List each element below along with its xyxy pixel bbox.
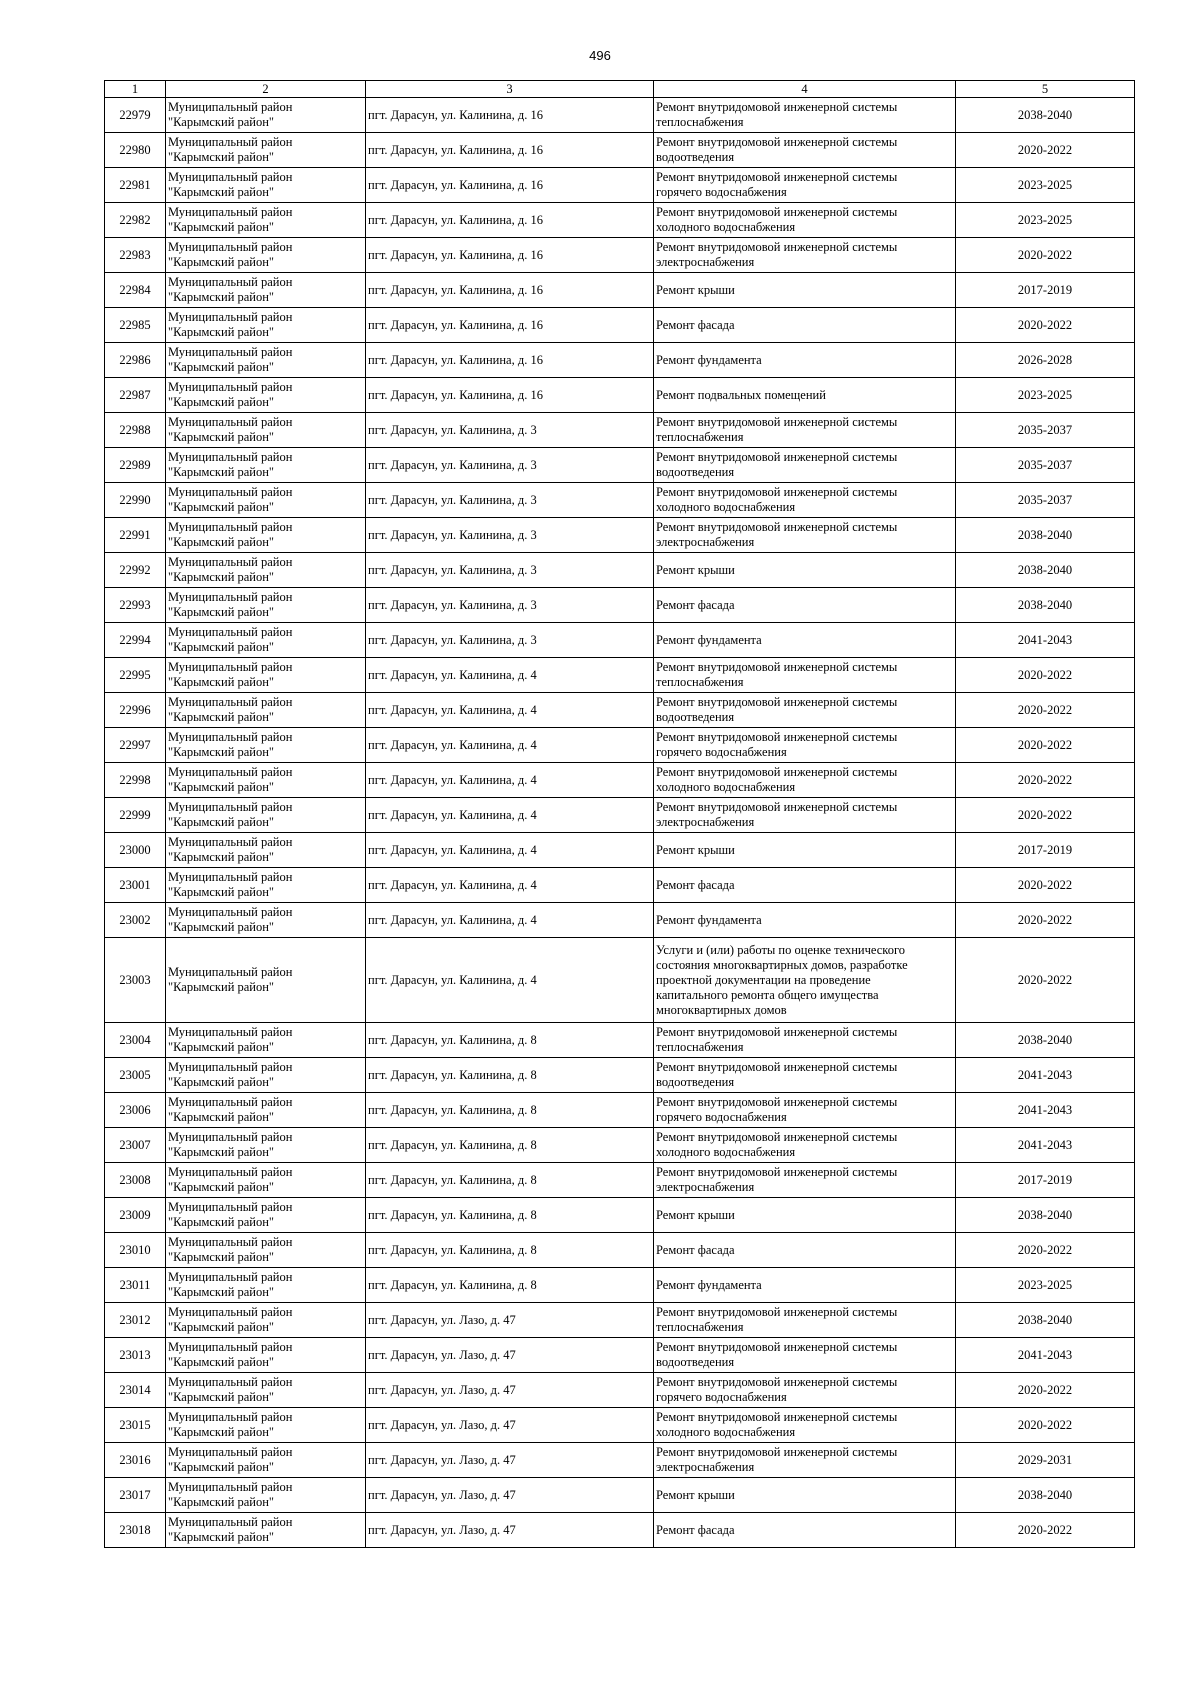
period-cell: 2041-2043	[956, 623, 1135, 658]
table-row	[105, 343, 1135, 378]
row-number: 23008	[105, 1163, 166, 1198]
row-number: 22986	[105, 343, 166, 378]
municipality-cell: Муниципальный район "Карымский район"	[166, 483, 366, 518]
address-cell: пгт. Дарасун, ул. Калинина, д. 16	[366, 238, 654, 273]
address-cell: пгт. Дарасун, ул. Калинина, д. 8	[366, 1128, 654, 1163]
period-cell: 2038-2040	[956, 1198, 1135, 1233]
row-number: 22988	[105, 413, 166, 448]
address-cell: пгт. Дарасун, ул. Калинина, д. 8	[366, 1093, 654, 1128]
municipality-cell: Муниципальный район "Карымский район"	[166, 1338, 366, 1373]
row-number: 23003	[105, 938, 166, 1023]
address-cell: пгт. Дарасун, ул. Калинина, д. 3	[366, 553, 654, 588]
period-cell: 2020-2022	[956, 133, 1135, 168]
municipality-cell: Муниципальный район "Карымский район"	[166, 238, 366, 273]
address-cell: пгт. Дарасун, ул. Калинина, д. 4	[366, 868, 654, 903]
municipality-cell: Муниципальный район "Карымский район"	[166, 588, 366, 623]
period-cell: 2038-2040	[956, 1023, 1135, 1058]
table-row	[105, 1338, 1135, 1373]
municipality-cell: Муниципальный район "Карымский район"	[166, 693, 366, 728]
work-type-cell: Ремонт фасада	[654, 868, 956, 903]
row-number: 23007	[105, 1128, 166, 1163]
table-row	[105, 483, 1135, 518]
table-header-row	[105, 81, 1135, 98]
municipality-cell: Муниципальный район "Карымский район"	[166, 1198, 366, 1233]
address-cell: пгт. Дарасун, ул. Калинина, д. 4	[366, 938, 654, 1023]
work-type-cell: Ремонт фасада	[654, 308, 956, 343]
row-number: 22997	[105, 728, 166, 763]
row-number: 23012	[105, 1303, 166, 1338]
municipality-cell: Муниципальный район "Карымский район"	[166, 553, 366, 588]
period-cell: 2020-2022	[956, 308, 1135, 343]
work-type-cell: Ремонт фасада	[654, 588, 956, 623]
work-type-cell: Ремонт крыши	[654, 273, 956, 308]
period-cell: 2035-2037	[956, 413, 1135, 448]
period-cell: 2023-2025	[956, 378, 1135, 413]
period-cell: 2020-2022	[956, 1373, 1135, 1408]
table-row	[105, 798, 1135, 833]
row-number: 23000	[105, 833, 166, 868]
work-type-cell: Ремонт фундамента	[654, 623, 956, 658]
work-type-cell: Ремонт подвальных помещений	[654, 378, 956, 413]
column-header-1: 1	[105, 81, 166, 98]
row-number: 22990	[105, 483, 166, 518]
table-row	[105, 1093, 1135, 1128]
work-type-cell: Ремонт крыши	[654, 1198, 956, 1233]
period-cell: 2020-2022	[956, 658, 1135, 693]
period-cell: 2038-2040	[956, 518, 1135, 553]
municipality-cell: Муниципальный район "Карымский район"	[166, 1163, 366, 1198]
period-cell: 2038-2040	[956, 98, 1135, 133]
work-type-cell: Ремонт внутридомовой инженерной системы холодного водоснабжения	[654, 483, 956, 518]
row-number: 22998	[105, 763, 166, 798]
municipality-cell: Муниципальный район "Карымский район"	[166, 413, 366, 448]
address-cell: пгт. Дарасун, ул. Калинина, д. 4	[366, 903, 654, 938]
address-cell: пгт. Дарасун, ул. Калинина, д. 3	[366, 413, 654, 448]
address-cell: пгт. Дарасун, ул. Лазо, д. 47	[366, 1478, 654, 1513]
table-row	[105, 133, 1135, 168]
work-type-cell: Ремонт внутридомовой инженерной системы холодного водоснабжения	[654, 1128, 956, 1163]
address-cell: пгт. Дарасун, ул. Калинина, д. 3	[366, 448, 654, 483]
municipality-cell: Муниципальный район "Карымский район"	[166, 378, 366, 413]
table-row	[105, 1513, 1135, 1548]
work-type-cell: Ремонт внутридомовой инженерной системы теплоснабжения	[654, 1023, 956, 1058]
address-cell: пгт. Дарасун, ул. Калинина, д. 16	[366, 133, 654, 168]
address-cell: пгт. Дарасун, ул. Калинина, д. 8	[366, 1198, 654, 1233]
municipality-cell: Муниципальный район "Карымский район"	[166, 518, 366, 553]
row-number: 23013	[105, 1338, 166, 1373]
table-row	[105, 273, 1135, 308]
row-number: 22979	[105, 98, 166, 133]
table-row	[105, 203, 1135, 238]
row-number: 22996	[105, 693, 166, 728]
work-type-cell: Ремонт крыши	[654, 833, 956, 868]
row-number: 22983	[105, 238, 166, 273]
address-cell: пгт. Дарасун, ул. Калинина, д. 16	[366, 203, 654, 238]
row-number: 23004	[105, 1023, 166, 1058]
work-type-cell: Ремонт внутридомовой инженерной системы электроснабжения	[654, 798, 956, 833]
address-cell: пгт. Дарасун, ул. Лазо, д. 47	[366, 1303, 654, 1338]
row-number: 23011	[105, 1268, 166, 1303]
row-number: 22989	[105, 448, 166, 483]
work-type-cell: Ремонт внутридомовой инженерной системы горячего водоснабжения	[654, 728, 956, 763]
work-type-cell: Ремонт внутридомовой инженерной системы горячего водоснабжения	[654, 1093, 956, 1128]
work-type-cell: Ремонт внутридомовой инженерной системы электроснабжения	[654, 238, 956, 273]
period-cell: 2020-2022	[956, 903, 1135, 938]
address-cell: пгт. Дарасун, ул. Калинина, д. 16	[366, 343, 654, 378]
period-cell: 2020-2022	[956, 728, 1135, 763]
period-cell: 2026-2028	[956, 343, 1135, 378]
period-cell: 2023-2025	[956, 203, 1135, 238]
period-cell: 2020-2022	[956, 1408, 1135, 1443]
work-type-cell: Ремонт внутридомовой инженерной системы теплоснабжения	[654, 413, 956, 448]
work-type-cell: Ремонт внутридомовой инженерной системы электроснабжения	[654, 1443, 956, 1478]
address-cell: пгт. Дарасун, ул. Калинина, д. 8	[366, 1058, 654, 1093]
column-header-5: 5	[956, 81, 1135, 98]
period-cell: 2038-2040	[956, 1303, 1135, 1338]
address-cell: пгт. Дарасун, ул. Калинина, д. 16	[366, 273, 654, 308]
row-number: 23005	[105, 1058, 166, 1093]
municipality-cell: Муниципальный район "Карымский район"	[166, 798, 366, 833]
row-number: 23015	[105, 1408, 166, 1443]
table-row	[105, 1233, 1135, 1268]
table-row	[105, 413, 1135, 448]
work-type-cell: Ремонт внутридомовой инженерной системы водоотведения	[654, 133, 956, 168]
address-cell: пгт. Дарасун, ул. Калинина, д. 4	[366, 728, 654, 763]
municipality-cell: Муниципальный район "Карымский район"	[166, 1023, 366, 1058]
work-type-cell: Ремонт внутридомовой инженерной системы электроснабжения	[654, 1163, 956, 1198]
address-cell: пгт. Дарасун, ул. Калинина, д. 8	[366, 1268, 654, 1303]
address-cell: пгт. Дарасун, ул. Калинина, д. 4	[366, 693, 654, 728]
table-row	[105, 868, 1135, 903]
table-row	[105, 763, 1135, 798]
work-type-cell: Ремонт внутридомовой инженерной системы теплоснабжения	[654, 98, 956, 133]
table-row	[105, 1163, 1135, 1198]
table-row	[105, 98, 1135, 133]
table-row	[105, 1058, 1135, 1093]
work-type-cell: Ремонт крыши	[654, 1478, 956, 1513]
work-type-cell: Ремонт внутридомовой инженерной системы горячего водоснабжения	[654, 168, 956, 203]
address-cell: пгт. Дарасун, ул. Калинина, д. 8	[366, 1233, 654, 1268]
period-cell: 2041-2043	[956, 1338, 1135, 1373]
address-cell: пгт. Дарасун, ул. Калинина, д. 8	[366, 1163, 654, 1198]
municipality-cell: Муниципальный район "Карымский район"	[166, 343, 366, 378]
address-cell: пгт. Дарасун, ул. Калинина, д. 16	[366, 308, 654, 343]
row-number: 23010	[105, 1233, 166, 1268]
municipality-cell: Муниципальный район "Карымский район"	[166, 1233, 366, 1268]
row-number: 23001	[105, 868, 166, 903]
column-header-4: 4	[654, 81, 956, 98]
table-body	[105, 98, 1135, 1548]
municipality-cell: Муниципальный район "Карымский район"	[166, 448, 366, 483]
table-row	[105, 238, 1135, 273]
row-number: 22995	[105, 658, 166, 693]
municipality-cell: Муниципальный район "Карымский район"	[166, 1373, 366, 1408]
table-row	[105, 1478, 1135, 1513]
table-row	[105, 553, 1135, 588]
table-row	[105, 623, 1135, 658]
municipality-cell: Муниципальный район "Карымский район"	[166, 98, 366, 133]
municipality-cell: Муниципальный район "Карымский район"	[166, 1128, 366, 1163]
work-type-cell: Ремонт фасада	[654, 1513, 956, 1548]
address-cell: пгт. Дарасун, ул. Калинина, д. 8	[366, 1023, 654, 1058]
period-cell: 2041-2043	[956, 1128, 1135, 1163]
row-number: 22993	[105, 588, 166, 623]
period-cell: 2020-2022	[956, 1233, 1135, 1268]
table-row	[105, 1373, 1135, 1408]
row-number: 22984	[105, 273, 166, 308]
period-cell: 2020-2022	[956, 798, 1135, 833]
period-cell: 2020-2022	[956, 868, 1135, 903]
period-cell: 2017-2019	[956, 273, 1135, 308]
period-cell: 2023-2025	[956, 1268, 1135, 1303]
table-row	[105, 693, 1135, 728]
work-type-cell: Ремонт фундамента	[654, 343, 956, 378]
municipality-cell: Муниципальный район "Карымский район"	[166, 868, 366, 903]
row-number: 23014	[105, 1373, 166, 1408]
table-row	[105, 1023, 1135, 1058]
municipality-cell: Муниципальный район "Карымский район"	[166, 1058, 366, 1093]
municipality-cell: Муниципальный район "Карымский район"	[166, 1268, 366, 1303]
row-number: 23006	[105, 1093, 166, 1128]
municipality-cell: Муниципальный район "Карымский район"	[166, 308, 366, 343]
work-type-cell: Ремонт внутридомовой инженерной системы водоотведения	[654, 448, 956, 483]
row-number: 23017	[105, 1478, 166, 1513]
address-cell: пгт. Дарасун, ул. Лазо, д. 47	[366, 1513, 654, 1548]
period-cell: 2017-2019	[956, 1163, 1135, 1198]
municipality-cell: Муниципальный район "Карымский район"	[166, 938, 366, 1023]
table-row	[105, 308, 1135, 343]
address-cell: пгт. Дарасун, ул. Калинина, д. 4	[366, 658, 654, 693]
page-number: 496	[589, 48, 611, 63]
municipality-cell: Муниципальный район "Карымский район"	[166, 168, 366, 203]
municipality-cell: Муниципальный район "Карымский район"	[166, 1303, 366, 1338]
table-row	[105, 378, 1135, 413]
row-number: 22992	[105, 553, 166, 588]
work-type-cell: Ремонт фундамента	[654, 903, 956, 938]
work-type-cell: Ремонт крыши	[654, 553, 956, 588]
address-cell: пгт. Дарасун, ул. Калинина, д. 3	[366, 588, 654, 623]
repair-schedule-table	[104, 80, 1135, 1548]
municipality-cell: Муниципальный район "Карымский район"	[166, 763, 366, 798]
work-type-cell: Ремонт внутридомовой инженерной системы горячего водоснабжения	[654, 1373, 956, 1408]
municipality-cell: Муниципальный район "Карымский район"	[166, 728, 366, 763]
address-cell: пгт. Дарасун, ул. Калинина, д. 16	[366, 378, 654, 413]
work-type-cell: Ремонт внутридомовой инженерной системы холодного водоснабжения	[654, 763, 956, 798]
period-cell: 2020-2022	[956, 938, 1135, 1023]
municipality-cell: Муниципальный район "Карымский район"	[166, 623, 366, 658]
period-cell: 2020-2022	[956, 238, 1135, 273]
address-cell: пгт. Дарасун, ул. Лазо, д. 47	[366, 1373, 654, 1408]
address-cell: пгт. Дарасун, ул. Лазо, д. 47	[366, 1408, 654, 1443]
work-type-cell: Ремонт внутридомовой инженерной системы электроснабжения	[654, 518, 956, 553]
address-cell: пгт. Дарасун, ул. Калинина, д. 4	[366, 798, 654, 833]
row-number: 22987	[105, 378, 166, 413]
period-cell: 2038-2040	[956, 1478, 1135, 1513]
row-number: 22985	[105, 308, 166, 343]
period-cell: 2041-2043	[956, 1058, 1135, 1093]
work-type-cell: Ремонт внутридомовой инженерной системы водоотведения	[654, 1058, 956, 1093]
row-number: 22999	[105, 798, 166, 833]
period-cell: 2038-2040	[956, 588, 1135, 623]
municipality-cell: Муниципальный район "Карымский район"	[166, 903, 366, 938]
period-cell: 2035-2037	[956, 448, 1135, 483]
column-header-3: 3	[366, 81, 654, 98]
period-cell: 2017-2019	[956, 833, 1135, 868]
table-row	[105, 903, 1135, 938]
table-row	[105, 448, 1135, 483]
address-cell: пгт. Дарасун, ул. Калинина, д. 3	[366, 483, 654, 518]
table-row	[105, 1303, 1135, 1338]
municipality-cell: Муниципальный район "Карымский район"	[166, 658, 366, 693]
period-cell: 2020-2022	[956, 693, 1135, 728]
municipality-cell: Муниципальный район "Карымский район"	[166, 1093, 366, 1128]
work-type-cell: Ремонт внутридомовой инженерной системы водоотведения	[654, 1338, 956, 1373]
period-cell: 2020-2022	[956, 1513, 1135, 1548]
table-row	[105, 588, 1135, 623]
row-number: 22982	[105, 203, 166, 238]
table-row	[105, 833, 1135, 868]
row-number: 22981	[105, 168, 166, 203]
row-number: 23009	[105, 1198, 166, 1233]
row-number: 23018	[105, 1513, 166, 1548]
table-row	[105, 1198, 1135, 1233]
work-type-cell: Услуги и (или) работы по оценке технического состояния многоквартирных домов, разработке проектной документации на проведение капитального ремонта общего имущества многоквартирных домов	[654, 938, 956, 1023]
address-cell: пгт. Дарасун, ул. Калинина, д. 3	[366, 623, 654, 658]
column-header-2: 2	[166, 81, 366, 98]
municipality-cell: Муниципальный район "Карымский район"	[166, 203, 366, 238]
work-type-cell: Ремонт внутридомовой инженерной системы холодного водоснабжения	[654, 1408, 956, 1443]
address-cell: пгт. Дарасун, ул. Калинина, д. 3	[366, 518, 654, 553]
table-row	[105, 1268, 1135, 1303]
address-cell: пгт. Дарасун, ул. Лазо, д. 47	[366, 1338, 654, 1373]
work-type-cell: Ремонт фундамента	[654, 1268, 956, 1303]
period-cell: 2029-2031	[956, 1443, 1135, 1478]
table-row	[105, 168, 1135, 203]
table-row	[105, 1408, 1135, 1443]
municipality-cell: Муниципальный район "Карымский район"	[166, 133, 366, 168]
table-row	[105, 1128, 1135, 1163]
address-cell: пгт. Дарасун, ул. Калинина, д. 16	[366, 168, 654, 203]
row-number: 22980	[105, 133, 166, 168]
address-cell: пгт. Дарасун, ул. Калинина, д. 4	[366, 833, 654, 868]
municipality-cell: Муниципальный район "Карымский район"	[166, 1443, 366, 1478]
municipality-cell: Муниципальный район "Карымский район"	[166, 1513, 366, 1548]
table-row	[105, 518, 1135, 553]
municipality-cell: Муниципальный район "Карымский район"	[166, 833, 366, 868]
municipality-cell: Муниципальный район "Карымский район"	[166, 1408, 366, 1443]
row-number: 23016	[105, 1443, 166, 1478]
work-type-cell: Ремонт внутридомовой инженерной системы теплоснабжения	[654, 1303, 956, 1338]
work-type-cell: Ремонт фасада	[654, 1233, 956, 1268]
address-cell: пгт. Дарасун, ул. Лазо, д. 47	[366, 1443, 654, 1478]
table-row	[105, 728, 1135, 763]
table-row	[105, 1443, 1135, 1478]
period-cell: 2038-2040	[956, 553, 1135, 588]
period-cell: 2041-2043	[956, 1093, 1135, 1128]
municipality-cell: Муниципальный район "Карымский район"	[166, 273, 366, 308]
work-type-cell: Ремонт внутридомовой инженерной системы теплоснабжения	[654, 658, 956, 693]
address-cell: пгт. Дарасун, ул. Калинина, д. 16	[366, 98, 654, 133]
period-cell: 2035-2037	[956, 483, 1135, 518]
row-number: 22994	[105, 623, 166, 658]
period-cell: 2020-2022	[956, 763, 1135, 798]
work-type-cell: Ремонт внутридомовой инженерной системы холодного водоснабжения	[654, 203, 956, 238]
work-type-cell: Ремонт внутридомовой инженерной системы водоотведения	[654, 693, 956, 728]
period-cell: 2023-2025	[956, 168, 1135, 203]
table-row	[105, 658, 1135, 693]
row-number: 23002	[105, 903, 166, 938]
table-row	[105, 938, 1135, 1023]
address-cell: пгт. Дарасун, ул. Калинина, д. 4	[366, 763, 654, 798]
row-number: 22991	[105, 518, 166, 553]
municipality-cell: Муниципальный район "Карымский район"	[166, 1478, 366, 1513]
